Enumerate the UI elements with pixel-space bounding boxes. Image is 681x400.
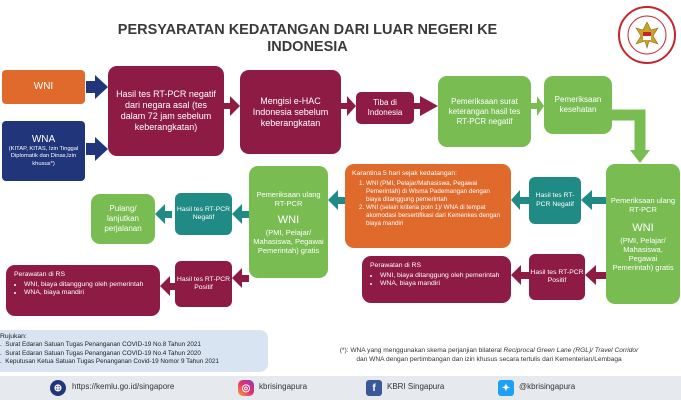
- twitter-icon: ✦: [498, 380, 514, 396]
- treatment-mid-box: [362, 256, 511, 303]
- globe-icon: ⊕: [50, 380, 66, 396]
- mid-recheck-bottom: (PMI, Pelajar/ Mahasiswa, Pegawai Pemerintah) gratis: [253, 227, 324, 255]
- arrow-pos-to-treat: [511, 265, 529, 285]
- arrow-quarantine-to-mid: [328, 190, 345, 210]
- arrow-mid-to-pos: [232, 268, 249, 288]
- quarantine-item-1: 1. WNI (PMI, Pelajar/Mahasiswa, Pegawai Pemerintah) di Wisma Pademangan dengan biaya ditanggung pemerintah: [366, 180, 504, 204]
- arrow-check-to-health: [531, 96, 544, 116]
- quarantine-head: Karantina 5 hari sejak kedatangan:: [352, 170, 458, 177]
- arrow-health-down: [630, 150, 650, 163]
- footnote-prefix: (*): WNA yang menggunakan skema perjanjian bilateral: [339, 347, 504, 354]
- treatment-mid-list: [370, 272, 503, 289]
- check-letter-text: Pemeriksaan surat keterangan hasil tes RT-PCR negatif: [448, 96, 521, 126]
- arrow-wni-to-pcr: [86, 75, 108, 99]
- treatment-mid-item-2: • WNA, biaya mandiri: [380, 280, 503, 289]
- treatment-left-head: Perawatan di RS: [14, 271, 66, 278]
- facebook-icon: f: [366, 380, 382, 396]
- footer-bar: [0, 376, 681, 400]
- right-pcr-positive-text: Hasil tes RT-PCR Positif: [530, 268, 584, 284]
- title-line-1: PERSYARATAN KEDATANGAN DARI LUAR NEGERI KE: [117, 22, 498, 38]
- ehac-box: [240, 70, 341, 154]
- quarantine-item-2: 2. WNI (selain kriteria poin 1)/ WNA di tempat akomodasi bersertifikasi dari Kemenkes dengan biaya mandiri: [366, 204, 504, 228]
- footer-instagram[interactable]: kbrisingapura: [259, 382, 308, 391]
- instagram-icon: ◎: [238, 380, 254, 396]
- references-item-1: . Surat Edaran Satuan Tugas Penanganan COVID-19 No.8 Tahun 2021: [0, 341, 201, 348]
- wna-sub-label: (KITAP, KITAS, Izin Tinggal Diplomatik dan Dinas,Izin khusus*): [8, 145, 79, 167]
- references-item-3-text: Keputusan Ketua Satuan Tugas Penanganan Covid-19 Nomor 9 Tahun 2021: [5, 358, 220, 365]
- right-pcr-negative-box: [529, 177, 581, 224]
- right-recheck-top: Pemeriksaan ulang RT-PCR: [610, 196, 676, 214]
- references-item-2: . Surat Edaran Satuan Tugas Penanganan COVID-19 No.4 Tahun 2020: [0, 349, 201, 357]
- wni-box: [2, 70, 85, 104]
- go-home-text: Pulang/ lanjutkan perjalanan: [104, 204, 142, 233]
- references-item-1-text: Surat Edaran Satuan Tugas Penanganan COVID-19 No.8 Tahun 2021: [5, 341, 201, 348]
- treatment-left-box: [6, 265, 160, 316]
- treatment-left-item-1: • WNI, biaya ditanggung oleh pemerintah: [24, 281, 152, 290]
- arrow-right-to-neg: [581, 190, 606, 210]
- ehac-text: Mengisi e-HAC Indonesia sebelum keberangkatan: [252, 95, 329, 128]
- arrow-mid-to-neg: [232, 204, 249, 224]
- arrow-arrive-to-check: [414, 96, 438, 116]
- footer-facebook[interactable]: KBRI Singapura: [387, 382, 445, 391]
- mid-recheck-big: WNI: [277, 213, 300, 226]
- arrow-pcr-to-ehac: [224, 96, 240, 116]
- right-recheck-big: WNI: [632, 222, 654, 234]
- mid-pcr-positive-box: [175, 261, 232, 307]
- references-head: Rujukan:: [0, 333, 27, 340]
- arrow-ehac-to-arrive: [341, 96, 356, 116]
- wni-label: WNI: [33, 81, 54, 92]
- mid-recheck-top: Pemeriksaan ulang RT-PCR: [256, 189, 321, 208]
- pcr-negative-origin-text: Hasil tes RT-PCR negatif dari negara asal (tes dalam 72 jam sebelum keberangkatan): [116, 89, 216, 132]
- right-pcr-negative-text: Hasil tes RT-PCR Negatif: [535, 192, 575, 208]
- mid-pcr-negative-box: [175, 193, 232, 235]
- health-check-box: [544, 76, 612, 134]
- references-item-2-text: Surat Edaran Satuan Tugas Penanganan COVID-19 No.4 Tahun 2020: [5, 349, 201, 357]
- arrive-box: [356, 92, 414, 124]
- treatment-left-list: [14, 281, 152, 298]
- wna-label: WNA: [31, 133, 56, 145]
- arrow-neg-to-quarantine: [511, 190, 529, 210]
- mid-pcr-positive-text: Hasil tes RT-PCR Positif: [176, 275, 231, 291]
- references-box: [0, 330, 268, 372]
- arrow-pos-to-treat-left: [160, 276, 175, 296]
- right-recheck-box: [606, 164, 680, 304]
- footer-website[interactable]: https://kemlu.go.id/singapore: [72, 382, 175, 391]
- treatment-left-item-2: • WNA, biaya mandiri: [24, 289, 152, 298]
- arrow-health-bend: [612, 115, 640, 152]
- right-pcr-positive-box: [529, 254, 585, 300]
- treatment-mid-item-1: • WNI, biaya ditanggung oleh pemerintah: [380, 272, 503, 281]
- footnote: [300, 346, 678, 364]
- go-home-box: [91, 194, 155, 244]
- quarantine-list: [352, 180, 504, 228]
- footer-twitter[interactable]: @kbrisingapura: [519, 382, 576, 391]
- wna-box: [2, 121, 85, 181]
- health-check-text: Pemeriksaan kesehatan: [554, 95, 602, 114]
- arrow-wna-to-pcr: [86, 137, 108, 161]
- check-letter-box: [438, 76, 531, 147]
- treatment-mid-head: Perawatan di RS: [370, 262, 422, 269]
- right-recheck-bottom: (PMI, Pelajar/ Mahasiswa, Pegawai Pemerintah) gratis: [612, 236, 674, 272]
- mid-recheck-box: [249, 166, 328, 278]
- references-item-3: . Keputusan Ketua Satuan Tugas Penanganan Covid-19 Nomor 9 Tahun 2021: [0, 358, 220, 365]
- arrow-right-to-pos: [585, 265, 606, 285]
- footnote-italic: Reciprocal Green Lane (RGL)/ Travel Corridor: [503, 347, 639, 354]
- footnote-rest: dan WNA dengan pertimbangan dan izin khusus secara tertulis dari Kementerian/Lembaga: [356, 356, 622, 363]
- mid-pcr-negative-text: Hasil tes RT-PCR Negatif: [176, 205, 231, 221]
- title-line-2: INDONESIA: [267, 39, 348, 55]
- pcr-negative-origin-box: [108, 66, 224, 156]
- arrow-neg-to-home: [155, 204, 172, 224]
- quarantine-box: [345, 164, 511, 248]
- arrive-text: Tiba di Indonesia: [367, 98, 403, 117]
